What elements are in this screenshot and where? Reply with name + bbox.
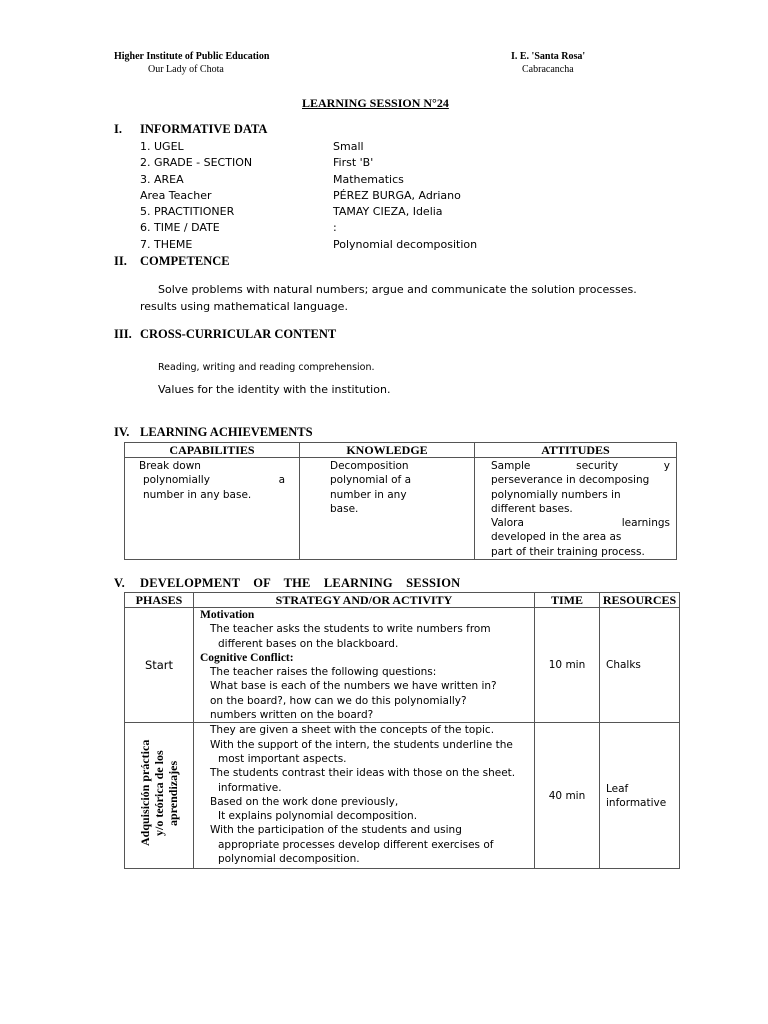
info-label: 2. GRADE - SECTION <box>140 156 253 170</box>
info-value: Mathematics <box>333 172 404 186</box>
practice-resources: Leaf informative <box>600 723 680 869</box>
info-label: 6. TIME / DATE <box>140 221 220 235</box>
info-label: 5. PRACTITIONER <box>140 205 235 219</box>
practice-time: 40 min <box>535 723 600 869</box>
cross-item-values: Values for the identity with the institution. <box>158 383 391 396</box>
school-name: Higher Institute of Public Education <box>114 51 270 62</box>
cross-item-reading: Reading, writing and reading comprehension. <box>158 362 375 373</box>
phase-start: Start <box>125 608 194 723</box>
info-value: First 'B' <box>333 156 374 170</box>
col-attitudes: ATTITUDES <box>475 443 677 458</box>
institution-location: Cabracancha <box>522 64 574 75</box>
col-phases: PHASES <box>125 593 194 608</box>
section-competence: II. COMPETENCE <box>114 254 230 268</box>
attitudes-cell: Sample security y perseverance in decomposing polynomially numbers in different bases. Valora learnings developed in the area as part of their training process. <box>475 458 677 560</box>
info-label: 3. AREA <box>140 172 184 186</box>
info-label: 7. THEME <box>140 237 193 251</box>
info-value: PÉREZ BURGA, Adriano <box>333 188 461 202</box>
motivation-heading: Motivation <box>200 609 255 621</box>
section-development: V. DEVELOPMENT OF THE LEARNING SESSION <box>114 576 461 590</box>
development-table <box>124 592 680 869</box>
col-knowledge: KNOWLEDGE <box>300 443 475 458</box>
school-subtitle: Our Lady of Chota <box>148 64 224 75</box>
col-capabilities: CAPABILITIES <box>125 443 300 458</box>
informative-values <box>333 139 477 253</box>
achievements-table <box>124 442 677 560</box>
info-label: 1. UGEL <box>140 140 184 153</box>
phase-practice: Adquisición práctica y/o teórica de los aprendizajes <box>125 723 194 869</box>
info-label: Area Teacher <box>140 188 212 202</box>
start-strategy-cell: Motivation The teacher asks the students to write numbers from different bases on the blackboard. Cognitive Conflict: The teacher raises the following questions: What base is each of the numbers we have written in? on the board?, how can we do this polynomially? numbers written on the board? <box>194 608 535 723</box>
start-time: 10 min <box>535 608 600 723</box>
section-learning-achievements: IV. LEARNING ACHIEVEMENTS <box>114 425 313 439</box>
competence-text-2: results using mathematical language. <box>140 300 348 313</box>
section-cross-curricular: III. CROSS-CURRICULAR CONTENT <box>114 327 337 341</box>
info-value: Polynomial decomposition <box>333 237 478 251</box>
informative-labels <box>140 139 252 253</box>
col-time: TIME <box>535 593 600 608</box>
col-resources: RESOURCES <box>600 593 680 608</box>
info-value: : <box>333 221 337 235</box>
info-value: TAMAY CIEZA, Idelia <box>333 205 443 219</box>
page-title: LEARNING SESSION N°24 <box>302 96 449 110</box>
start-resources: Chalks <box>600 608 680 723</box>
practice-strategy-cell: They are given a sheet with the concepts of the topic. With the support of the intern, the students underline the most important aspects. The students contrast their ideas with those on the sheet. informative. Based on the work done previously, It explains polynomial decomposition. With the participation of the students and using appropriate processes develop different exercises of polynomial decomposition. <box>194 723 535 869</box>
knowledge-cell: Decomposition polynomial of a number in any base. <box>300 458 475 560</box>
conflict-heading: Cognitive Conflict: <box>200 651 294 664</box>
col-strategy: STRATEGY AND/OR ACTIVITY <box>194 593 535 608</box>
section-informative-data: I. INFORMATIVE DATA <box>114 122 268 136</box>
institution-name: I. E. 'Santa Rosa' <box>511 51 586 62</box>
info-value: Small <box>333 140 364 153</box>
capabilities-cell: Break down polynomially a number in any base. <box>125 458 300 560</box>
competence-text-1: Solve problems with natural numbers; argue and communicate the solution processes. <box>158 283 637 296</box>
